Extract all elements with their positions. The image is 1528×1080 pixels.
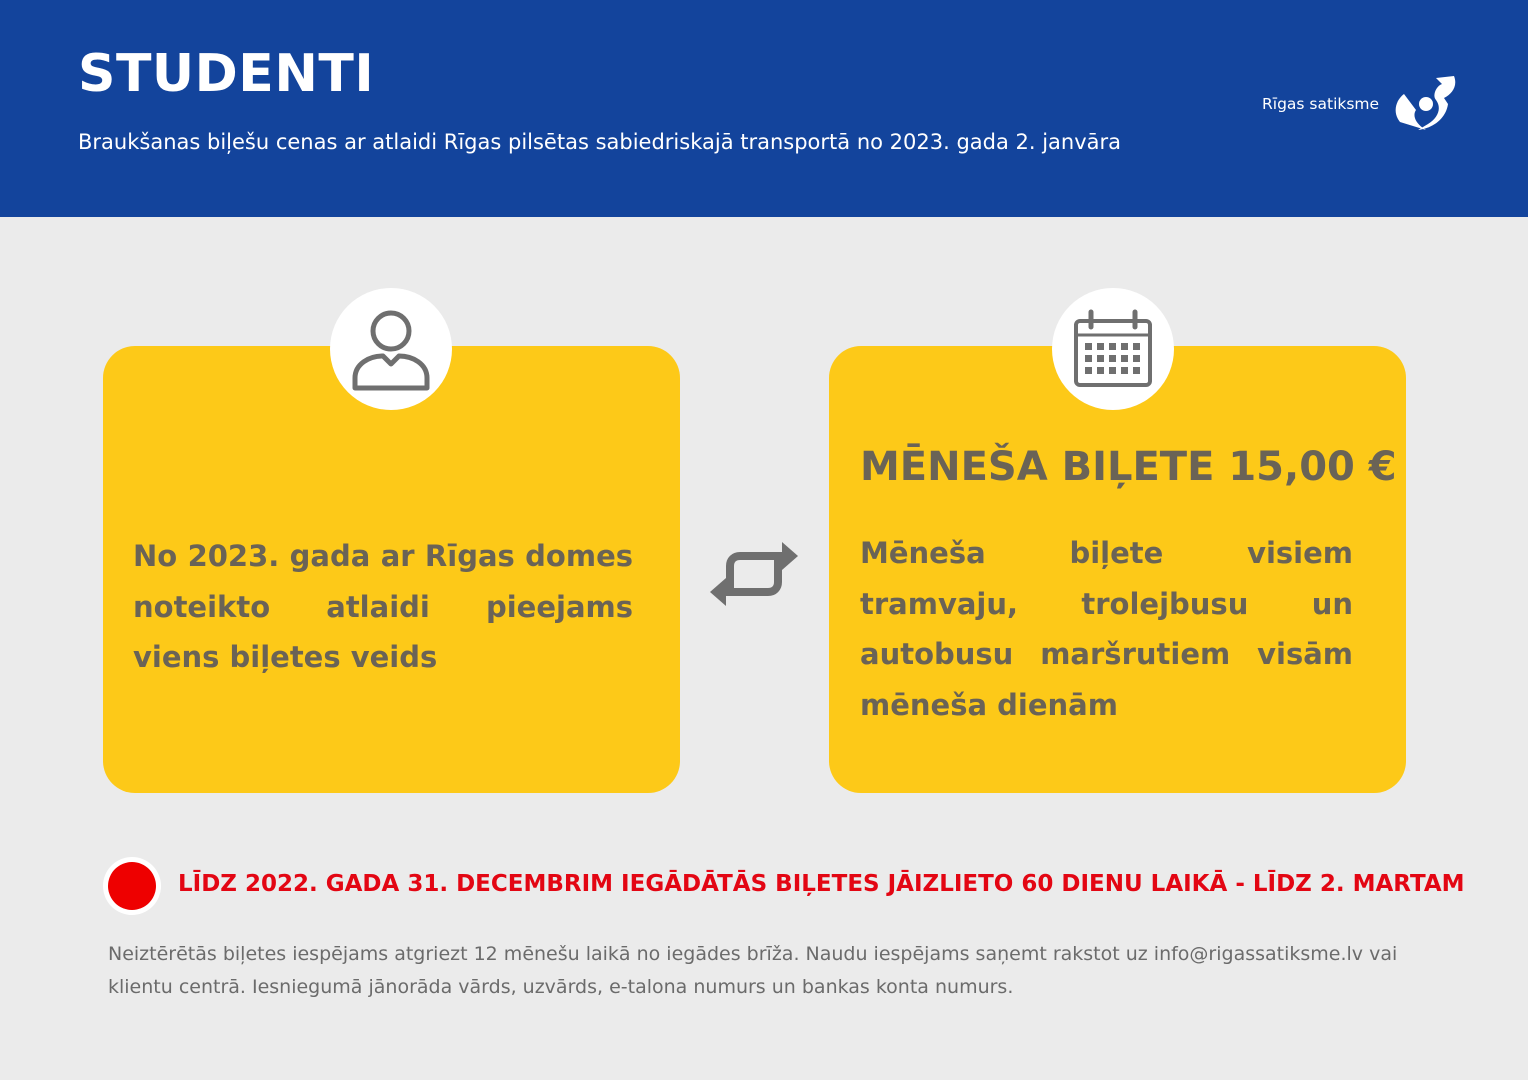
rigas-satiksme-logo-icon (1390, 74, 1460, 134)
red-circle-icon (108, 862, 156, 910)
page-title: STUDENTI (78, 44, 375, 104)
monthly-ticket-text: Mēneša biļete visiem tramvaju, trolejbusu un autobusu maršrutiem visām mēneša dienām (860, 536, 1353, 722)
eligibility-text: No 2023. gada ar Rīgas domes noteikto atlaidi pieejams viens biļetes veids (133, 539, 633, 674)
person-icon (349, 306, 433, 392)
monthly-ticket-heading: MĒNEŠA BIĻETE 15,00 € (860, 444, 1397, 490)
person-icon-badge (330, 288, 452, 410)
calendar-icon (1073, 309, 1153, 389)
alert-text: LĪDZ 2022. GADA 31. DECEMBRIM IEGĀDĀTĀS BIĻETES JĀIZLIETO 60 DIENU LAIKĀ - LĪDZ 2. MARTAM (178, 871, 1465, 897)
calendar-icon-badge (1052, 288, 1174, 410)
footnote-text: Neiztērētās biļetes iespējams atgriezt 12 mēnešu laikā no iegādes brīža. Naudu iespējams saņemt rakstot uz info@rigassatiksme.lv vai klientu centrā. Iesniegumā jānorāda vārds, uzvārds, e-talona numurs un bankas konta numurs. (108, 943, 1398, 998)
alert-dot-icon (103, 857, 161, 915)
swap-arrows-icon (708, 528, 800, 620)
brand-name: Rīgas satiksme (1262, 95, 1380, 113)
page-subtitle: Braukšanas biļešu cenas ar atlaidi Rīgas pilsētas sabiedriskajā transportā no 2023. gada 2. janvāra (78, 130, 1122, 154)
